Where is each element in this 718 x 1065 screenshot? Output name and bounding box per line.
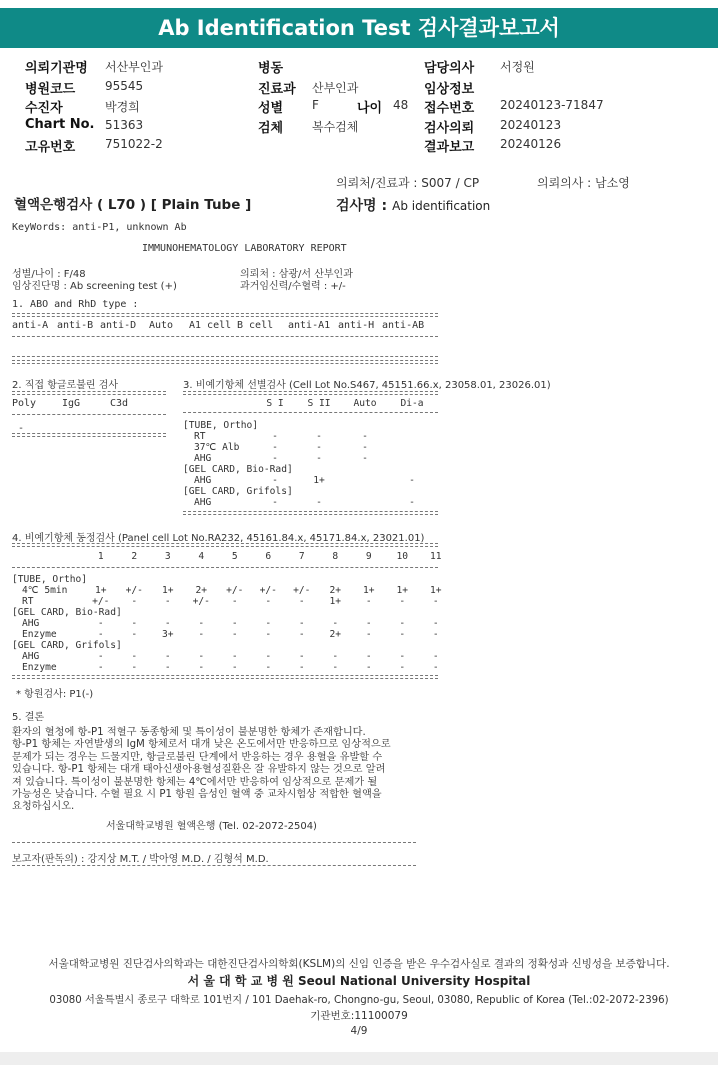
- requester: 의뢰처 : 삼광/서 산부인과: [240, 269, 353, 280]
- test-name-value: Ab identification: [392, 199, 491, 213]
- info-label-0-1: 병원코드: [25, 82, 76, 97]
- screening-table-header: [183, 398, 435, 409]
- panel-cell: 1+: [396, 585, 409, 596]
- panel-cell: [84, 640, 118, 651]
- screening-header-cell: [183, 398, 253, 409]
- panel-cell: -: [365, 651, 372, 662]
- divider: [12, 865, 416, 866]
- page-number: 4/9: [350, 1025, 368, 1037]
- panel-row-label: AHG: [22, 651, 40, 662]
- abo-header-cell: B cell: [237, 320, 274, 331]
- info-value-2-2: 20240123-71847: [500, 98, 604, 112]
- info-label-2-4: 결과보고: [424, 140, 475, 155]
- panel-row-label: Enzyme: [22, 662, 57, 673]
- panel-cell: [386, 640, 420, 651]
- panel-cell: [419, 607, 453, 618]
- info-value-0-2: 박경희: [105, 100, 140, 114]
- panel-cell: -: [365, 629, 372, 640]
- divider: [183, 412, 438, 413]
- screening-row-label: [TUBE, Ortho]: [183, 420, 259, 431]
- panel-cell: -: [399, 651, 406, 662]
- panel-cell: 1+: [329, 596, 342, 607]
- panel-cell: -: [432, 596, 439, 607]
- panel-table: [12, 574, 453, 673]
- screening-cell: -: [316, 431, 322, 442]
- panel-cell: 2+: [195, 585, 208, 596]
- divider: [12, 567, 438, 568]
- info-label-1-0: 병동: [258, 61, 284, 76]
- panel-cell: [319, 640, 353, 651]
- panel-header-cell: 4: [198, 551, 205, 562]
- panel-cell: -: [332, 662, 339, 673]
- panel-cell: -: [265, 629, 272, 640]
- info-label-2-3: 검사의뢰: [424, 121, 475, 136]
- panel-row-label: Enzyme: [22, 629, 57, 640]
- test-group-title: 혈액은행검사 ( L70 ) [ Plain Tube ]: [14, 197, 252, 213]
- panel-row-label: 4℃ 5min: [22, 585, 68, 596]
- panel-cell: -: [164, 596, 171, 607]
- panel-cell: -: [432, 651, 439, 662]
- panel-cell: [218, 607, 252, 618]
- panel-cell: -: [365, 618, 372, 629]
- conclusion-line: 문제가 되는 경우는 드물지만, 항글로불린 단계에서 반응하는 경우 용혈을 유발할 수: [12, 751, 383, 763]
- dat-result: -: [18, 423, 25, 434]
- panel-cell: [252, 640, 286, 651]
- panel-cell: [185, 574, 219, 585]
- panel-header-cell: [12, 551, 84, 562]
- divider: [183, 391, 438, 395]
- abo-header-cell: Auto: [149, 320, 174, 331]
- panel-cell: [419, 640, 453, 651]
- pregnancy-transfusion-history: 과거임신력/수혈력 : +/-: [240, 281, 346, 292]
- panel-cell: [252, 574, 286, 585]
- abo-header-cell: anti-AB: [382, 320, 425, 331]
- panel-cell: -: [131, 662, 138, 673]
- panel-cell: -: [198, 651, 205, 662]
- panel-cell: -: [131, 651, 138, 662]
- dat-section-title: 2. 직접 항글로불린 검사: [12, 380, 119, 391]
- info-value-0-0: 서산부인과: [105, 60, 163, 74]
- panel-row-label: AHG: [22, 618, 40, 629]
- panel-cell: [285, 607, 319, 618]
- info-value-1-2: F: [312, 98, 319, 112]
- divider: [12, 543, 438, 547]
- panel-cell: -: [298, 662, 305, 673]
- panel-cell: -: [265, 651, 272, 662]
- conclusion-title: 5. 결론: [12, 712, 45, 723]
- divider: [12, 356, 438, 357]
- info-value-0-4: 751022-2: [105, 137, 163, 151]
- panel-cell: -: [332, 618, 339, 629]
- conclusion-line: 항-P1 항체는 자연발생의 IgM 항체로서 대개 낮은 온도에서만 반응하므로 임상적으로: [12, 739, 391, 751]
- conclusion-line: 있습니다. 항-P1 항체는 대개 태아신생아용혈성질환은 잘 유발하지 않는 것으로 알려: [12, 764, 386, 776]
- panel-cell: -: [231, 629, 238, 640]
- screening-row-label: AHG: [194, 497, 212, 508]
- certification-statement: 서울대학교병원 진단검사의학과는 대한진단검사의학회(KSLM)의 신임 인증을 받은 우수검사실로 결과의 정확성과 신빙성을 보증합니다.: [48, 958, 670, 970]
- screening-cell: [389, 431, 435, 442]
- panel-header-cell: 6: [265, 551, 272, 562]
- panel-cell: -: [131, 629, 138, 640]
- panel-cell: -: [164, 618, 171, 629]
- info-value-2-0: 서정원: [500, 60, 535, 74]
- panel-header-cell: 1: [97, 551, 104, 562]
- panel-cell: -: [131, 618, 138, 629]
- bottom-bar: [0, 1052, 718, 1065]
- abo-header-cell: anti-D: [100, 320, 137, 331]
- panel-header-cell: 10: [396, 551, 409, 562]
- clinical-diagnosis: 임상진단명 : Ab screening test (+): [12, 281, 177, 292]
- panel-cell: [319, 574, 353, 585]
- screening-cell: [297, 486, 341, 497]
- divider: [183, 511, 438, 515]
- blood-bank-contact: 서울대학교병원 혈액은행 (Tel. 02-2072-2504): [106, 821, 317, 832]
- screening-cell: -: [272, 453, 278, 464]
- panel-cell: [84, 574, 118, 585]
- test-name-label: 검사명 :: [336, 198, 388, 214]
- institution-code: 기관번호:11100079: [310, 1010, 408, 1022]
- divider: [12, 313, 438, 317]
- report-header-title: Ab Identification Test 검사결과보고서: [0, 8, 718, 48]
- panel-cell: -: [231, 662, 238, 673]
- panel-cell: +/-: [125, 585, 143, 596]
- info-value-1-3: 복수검체: [312, 120, 359, 134]
- screening-cell: -: [362, 442, 368, 453]
- panel-cell: -: [332, 651, 339, 662]
- panel-cell: [151, 574, 185, 585]
- panel-cell: [352, 607, 386, 618]
- dat-header-cell: IgG: [62, 398, 81, 409]
- panel-cell: [352, 574, 386, 585]
- screening-table: [183, 420, 435, 508]
- screening-cell: -: [316, 453, 322, 464]
- panel-header-cell: 2: [131, 551, 138, 562]
- panel-cell: -: [131, 596, 138, 607]
- panel-cell: -: [198, 662, 205, 673]
- screening-cell: -: [272, 497, 278, 508]
- abo-rhd-section-title: 1. ABO and RhD type :: [12, 299, 139, 310]
- keywords: KeyWords: anti-P1, unknown Ab: [12, 222, 187, 233]
- panel-cell: -: [365, 596, 372, 607]
- panel-cell: -: [399, 596, 406, 607]
- abo-header-cell: anti-A: [12, 320, 49, 331]
- info-value-2-3: 20240123: [500, 118, 562, 132]
- conclusion-text: [12, 727, 391, 814]
- screening-section-title: 3. 비예기항체 선별검사 (Cell Lot No.S467, 45151.66.x, 23058.01, 23026.01): [183, 380, 551, 391]
- panel-cell: +/-: [92, 596, 110, 607]
- panel-cell: -: [432, 629, 439, 640]
- panel-cell: [352, 640, 386, 651]
- screening-cell: [253, 486, 297, 497]
- panel-cell: -: [399, 629, 406, 640]
- panel-header-cell: 7: [298, 551, 305, 562]
- screening-header-cell: Auto: [353, 398, 377, 409]
- screening-header-cell: S I: [266, 398, 284, 409]
- panel-cell: [84, 607, 118, 618]
- info-label-0-2: 수진자: [25, 101, 63, 116]
- panel-cell: +/-: [192, 596, 210, 607]
- screening-cell: [297, 420, 341, 431]
- panel-row-label: [GEL CARD, Bio-Rad]: [12, 607, 122, 618]
- screening-cell: [297, 464, 341, 475]
- screening-cell: [389, 420, 435, 431]
- panel-cell: [285, 640, 319, 651]
- panel-cell: -: [198, 629, 205, 640]
- age-label: 나이: [357, 101, 383, 116]
- panel-cell: -: [432, 662, 439, 673]
- panel-cell: [319, 607, 353, 618]
- panel-cell: [118, 640, 152, 651]
- screening-cell: [341, 464, 389, 475]
- panel-cell: -: [265, 596, 272, 607]
- screening-row-label: AHG: [194, 475, 212, 486]
- screening-row-label: 37℃ Alb: [194, 442, 240, 453]
- panel-header-cell: 5: [231, 551, 238, 562]
- screening-row-label: RT: [194, 431, 206, 442]
- panel-cell: [218, 574, 252, 585]
- abo-header-cell: anti-A1: [288, 320, 331, 331]
- info-label-1-3: 검체: [258, 121, 284, 136]
- panel-cell: 1+: [429, 585, 442, 596]
- divider: [12, 433, 166, 437]
- screening-cell: -: [362, 431, 368, 442]
- screening-row-label: [GEL CARD, Bio-Rad]: [183, 464, 293, 475]
- panel-cell: +/-: [259, 585, 277, 596]
- panel-cell: -: [164, 662, 171, 673]
- panel-cell: -: [432, 618, 439, 629]
- panel-cell: [118, 607, 152, 618]
- panel-cell: [151, 640, 185, 651]
- panel-cell: [218, 640, 252, 651]
- panel-cell: [285, 574, 319, 585]
- panel-header-cell: 8: [332, 551, 339, 562]
- panel-cell: [185, 607, 219, 618]
- screening-cell: [341, 486, 389, 497]
- panel-cell: 2+: [329, 585, 342, 596]
- panel-cell: -: [399, 618, 406, 629]
- panel-cell: -: [298, 651, 305, 662]
- panel-cell: [185, 640, 219, 651]
- screening-cell: [389, 464, 435, 475]
- panel-cell: -: [97, 651, 104, 662]
- screening-cell: [341, 420, 389, 431]
- panel-cell: -: [265, 618, 272, 629]
- abo-header-cell: anti-B: [57, 320, 94, 331]
- panel-cell: -: [97, 629, 104, 640]
- dat-header-cell: C3d: [110, 398, 129, 409]
- divider: [12, 391, 166, 395]
- test-name: [336, 195, 490, 215]
- panel-header-cell: 3: [164, 551, 171, 562]
- info-label-2-0: 담당의사: [424, 61, 475, 76]
- info-label-2-2: 접수번호: [424, 101, 475, 116]
- panel-cell: [118, 574, 152, 585]
- screening-cell: -: [409, 475, 415, 486]
- antigen-test-note: * 항원검사: P1(-): [16, 689, 94, 700]
- conclusion-line: 환자의 혈청에 항-P1 적혈구 동종항체 및 특이성이 불분명한 항체가 존재합니다.: [12, 727, 366, 738]
- screening-cell: -: [272, 475, 278, 486]
- screening-cell: -: [316, 497, 322, 508]
- info-label-1-2: 성별: [258, 101, 284, 116]
- panel-cell: +/-: [293, 585, 311, 596]
- info-value-0-1: 95545: [105, 79, 144, 93]
- divider: [12, 360, 438, 364]
- screening-cell: -: [409, 497, 415, 508]
- request-doctor: 의뢰의사 : 남소영: [537, 176, 630, 190]
- screening-cell: -: [272, 431, 278, 442]
- screening-cell: -: [272, 442, 278, 453]
- panel-cell: -: [265, 662, 272, 673]
- panel-cell: -: [298, 596, 305, 607]
- panel-cell: -: [231, 596, 238, 607]
- request-department: 의뢰처/진료과 : S007 / CP: [336, 176, 480, 190]
- panel-cell: [252, 607, 286, 618]
- screening-cell: [341, 497, 389, 508]
- divider: [12, 336, 438, 337]
- screening-cell: [389, 486, 435, 497]
- panel-cell: 1+: [94, 585, 107, 596]
- screening-cell: -: [316, 442, 322, 453]
- panel-header-cell: 9: [365, 551, 372, 562]
- divider: [12, 675, 438, 679]
- panel-cell: 2+: [329, 629, 342, 640]
- reporter: 보고자(판독의) : 강지상 M.T. / 박아영 M.D. / 김형석 M.D.: [12, 854, 269, 865]
- info-label-0-3: Chart No.: [25, 117, 95, 132]
- panel-cell: -: [298, 618, 305, 629]
- panel-cell: -: [97, 618, 104, 629]
- divider: [12, 842, 416, 843]
- screening-cell: [253, 420, 297, 431]
- screening-cell: 1+: [313, 475, 325, 486]
- abo-header-cell: anti-H: [338, 320, 375, 331]
- screening-cell: [389, 442, 435, 453]
- panel-row-label: RT: [22, 596, 34, 607]
- info-label-2-1: 임상정보: [424, 82, 475, 97]
- screening-header-cell: S II: [307, 398, 331, 409]
- screening-cell: -: [362, 453, 368, 464]
- screening-row-label: [GEL CARD, Grifols]: [183, 486, 293, 497]
- screening-header-cell: Di-a: [400, 398, 424, 409]
- panel-cell: -: [231, 618, 238, 629]
- age-value: 48: [393, 98, 409, 112]
- info-label-0-0: 의뢰기관명: [25, 61, 88, 76]
- panel-header-cell: 11: [429, 551, 442, 562]
- info-value-0-3: 51363: [105, 118, 144, 132]
- panel-cell: -: [231, 651, 238, 662]
- panel-cell: 3+: [161, 629, 174, 640]
- panel-cell: [386, 574, 420, 585]
- screening-cell: [341, 475, 389, 486]
- panel-cell: -: [298, 629, 305, 640]
- info-label-0-4: 고유번호: [25, 140, 76, 155]
- panel-cell: -: [164, 651, 171, 662]
- panel-cell: -: [365, 662, 372, 673]
- sex-age: 성별/나이 : F/48: [12, 269, 86, 280]
- panel-cell: +/-: [226, 585, 244, 596]
- info-value-2-4: 20240126: [500, 137, 562, 151]
- panel-cell: [151, 607, 185, 618]
- info-value-1-1: 산부인과: [312, 81, 359, 95]
- screening-row-label: AHG: [194, 453, 212, 464]
- conclusion-line: 요청하십시오.: [12, 801, 75, 813]
- screening-cell: [253, 464, 297, 475]
- lab-report-title: IMMUNOHEMATOLOGY LABORATORY REPORT: [142, 243, 347, 254]
- panel-cell: [419, 574, 453, 585]
- panel-cell: 1+: [362, 585, 375, 596]
- info-label-1-1: 진료과: [258, 82, 296, 97]
- panel-section-title: 4. 비예기항체 동정검사 (Panel cell Lot No.RA232, 45161.84.x, 45171.84.x, 23021.01): [12, 533, 425, 544]
- conclusion-line: 져 있습니다. 특이성이 불분명한 항체는 4℃에서만 반응하여 임상적으로 문제가 될: [12, 776, 378, 788]
- panel-cell: 1+: [161, 585, 174, 596]
- abo-header-cell: A1 cell: [189, 320, 232, 331]
- panel-table-header: [12, 551, 453, 562]
- panel-cell: -: [399, 662, 406, 673]
- panel-row-label: [GEL CARD, Grifols]: [12, 640, 122, 651]
- hospital-name: 서 울 대 학 교 병 원 Seoul National University Hospital: [187, 974, 531, 988]
- hospital-address: 03080 서울특별시 종로구 대학로 101번지 / 101 Daehak-ro, Chongno-gu, Seoul, 03080, Republic of Korea (Tel.:02-2072-2396): [49, 995, 669, 1006]
- conclusion-line: 가능성은 낮습니다. 수혈 필요 시 P1 항원 음성인 혈액 중 교차시험상 적합한 혈액을: [12, 789, 382, 801]
- panel-row-label: [TUBE, Ortho]: [12, 574, 88, 585]
- divider: [12, 414, 166, 415]
- dat-header-cell: Poly: [12, 398, 37, 409]
- screening-cell: [389, 453, 435, 464]
- panel-cell: -: [198, 618, 205, 629]
- panel-cell: [386, 607, 420, 618]
- panel-cell: -: [97, 662, 104, 673]
